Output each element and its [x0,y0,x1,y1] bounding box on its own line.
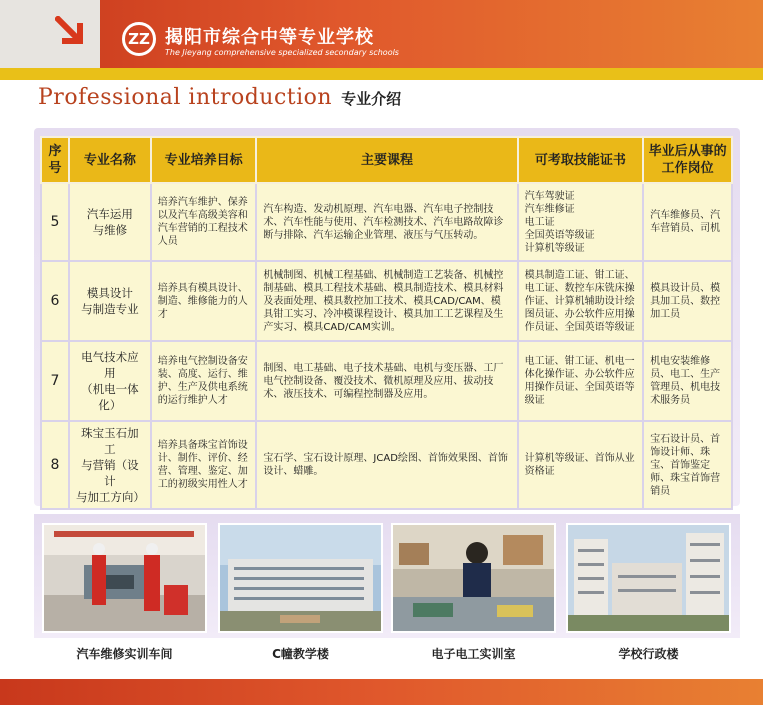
header-num: 序号 [41,137,69,183]
row-certs: 汽车驾驶证 汽车维修证 电工证 全国英语等级证 计算机等级证 [518,183,644,261]
photo-auto-workshop [42,523,207,633]
row-certs: 模具制造工证、钳工证、电工证、数控车床铣床操作证、计算机辅助设计绘图员证、办公软件应用操作员证、全国英语等级证 [518,261,644,341]
row-jobs: 机电安装维修员、电工、生产管理员、机电技术服务员 [643,341,732,421]
photo-electronics-lab [391,523,556,633]
school-name-en: The Jieyang comprehensive specialized secondary schools [165,48,399,57]
row-major-name: 电气技术应用 （机电一体化） [69,341,151,421]
row-major-name: 珠宝玉石加工 与营销（设计 与加工方向） [69,421,151,509]
school-name: 揭阳市综合中等专业学校 [165,27,374,48]
header-name: 专业名称 [69,137,151,183]
section-title-en: Professional introduction [38,85,333,110]
row-courses: 汽车构造、发动机原理、汽车电器、汽车电子控制技术、汽车性能与使用、汽车检测技术、汽车电路故障诊断与排除、汽车运输企业管理、液压与气压转动。 [256,183,517,261]
header-banner [0,0,763,68]
header-courses: 主要课程 [256,137,517,183]
arrow-down-right-icon [55,16,87,48]
row-num: 5 [41,183,69,261]
row-goal: 培养具备珠宝首饰设计、制作、评价、经营、管理、鉴定、加工的初级实用性人才 [151,421,257,509]
row-courses: 制图、电工基础、电子技术基础、电机与变压器、工厂电气控制设备、覆没技术、微机原理及应用、拔动技术、液压技术、可编程控制器及应用。 [256,341,517,421]
header-jobs: 毕业后从事的工作岗位 [643,137,732,183]
row-goal: 培养具有模具设计、制造、维修能力的人才 [151,261,257,341]
row-jobs: 汽车维修员、汽车营销员、司机 [643,183,732,261]
row-major-name: 模具设计 与制造专业 [69,261,151,341]
row-major-name: 汽车运用 与维修 [69,183,151,261]
table-row [41,183,732,261]
row-courses: 宝石学、宝石设计原理、JCAD绘图、首饰效果图、首饰设计、蜡雕。 [256,421,517,509]
row-certs: 计算机等级证、首饰从业资格证 [518,421,644,509]
row-certs: 电工证、钳工证、机电一体化操作证、办公软件应用操作员证、全国英语等级证 [518,341,644,421]
photo-caption: 学校行政楼 [618,647,679,661]
row-num: 8 [41,421,69,509]
photo-admin-building [566,523,731,633]
photo-building-c [218,523,383,633]
row-num: 6 [41,261,69,341]
row-courses: 机械制图、机械工程基础、机械制造工艺装备、机械控制基础、模具工程技术基础、模具制造技术、模具材料及表面处理、模具数控加工技术、模具CAD/CAM、模具钳工实习、冷冲模课程设计、模具加工工艺课程及生产实习、模具CAD/CAM实训。 [256,261,517,341]
section-title [38,85,401,113]
row-jobs: 模具设计员、模具加工员、数控加工员 [643,261,732,341]
major-table [40,136,733,510]
section-title-cn: 专业介绍 [341,90,402,108]
row-goal: 培养电气控制设备安装、高度、运行、维护、生产及供电系统的运行维护人才 [151,341,257,421]
row-num: 7 [41,341,69,421]
table-row [41,341,732,421]
footer-banner [0,679,763,705]
photo-caption: 电子电工实训室 [431,647,516,661]
header-gold-strip [0,68,763,80]
row-jobs: 宝石设计员、首饰设计师、珠宝、首饰鉴定师、珠宝首饰营销员 [643,421,732,509]
row-goal: 培养汽车维护、保养以及汽车高级美容和汽车营销的工程技术人员 [151,183,257,261]
header-certs: 可考取技能证书 [518,137,644,183]
header-goal: 专业培养目标 [151,137,257,183]
header-corner [0,0,100,68]
table-row [41,421,732,509]
table-header-row [41,137,732,183]
photo-caption: 汽车维修实训车间 [76,647,173,661]
photo-caption: C幢教学楼 [272,647,329,661]
table-row [41,261,732,341]
school-logo: ZZ [122,22,156,56]
